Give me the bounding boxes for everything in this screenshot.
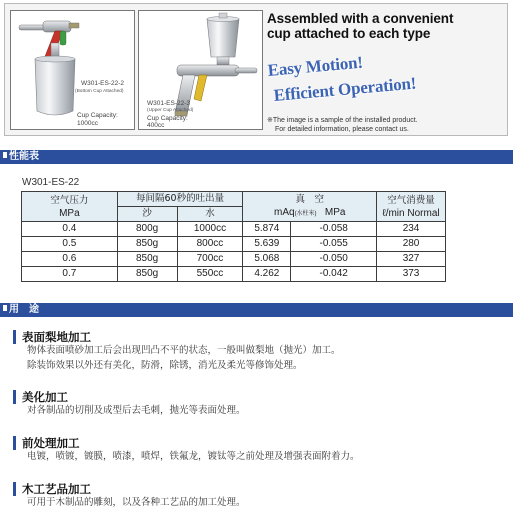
spec-cell-vac-maq: 5.639: [243, 237, 291, 252]
section-marker-icon: [3, 152, 7, 158]
note-line-1: ※The image is a sample of the installed product.: [267, 117, 418, 124]
header-water: 水: [177, 207, 243, 222]
spec-cell-water: 550cc: [177, 267, 243, 282]
cup-capacity-value: 400cc: [147, 122, 165, 129]
spec-cell-vac-mpa: -0.050: [291, 252, 377, 267]
usage-item: [13, 482, 503, 511]
spec-cell-sand: 850g: [117, 252, 177, 267]
banner-headline: [267, 12, 507, 41]
spec-table: [21, 191, 446, 282]
usage-item-title: 前处理加工: [13, 436, 503, 450]
spec-cell-pressure: 0.6: [22, 252, 118, 267]
spec-cell-vac-mpa: -0.058: [291, 222, 377, 237]
spec-cell-pressure: 0.7: [22, 267, 118, 282]
spec-cell-vac-mpa: -0.042: [291, 267, 377, 282]
spec-row: [22, 222, 446, 237]
header-vacuum: 真 空 mAq(水柱米) MPa: [243, 192, 377, 222]
spec-section-header: [0, 150, 513, 164]
slogan-efficient-operation: Efficient Operation!: [272, 73, 417, 105]
spec-cell-water: 700cc: [177, 252, 243, 267]
spec-cell-pressure: 0.4: [22, 222, 118, 237]
cup-capacity-value: 1000cc: [77, 120, 98, 127]
usage-item-desc: 对各制品的切削及成型后去毛刺，抛光等表面处理。: [27, 405, 246, 416]
note-line-2: For detailed information, please contact us.: [275, 126, 409, 133]
spec-cell-air: 373: [377, 267, 446, 282]
spec-cell-water: 1000cc: [177, 222, 243, 237]
spec-row: [22, 252, 446, 267]
banner-note: [267, 116, 507, 134]
usage-item-title: 表面梨地加工: [13, 330, 503, 344]
spec-cell-air: 280: [377, 237, 446, 252]
usage-item-desc: 电镀，喷镀，镀膜，喷漆，喷焊，铁氟龙，镀钛等之前处理及增强表面附着力。: [27, 451, 360, 462]
spec-cell-air: 327: [377, 252, 446, 267]
cup-capacity-label: Cup Capacity:: [147, 115, 188, 122]
spec-cell-air: 234: [377, 222, 446, 237]
spec-cell-sand: 800g: [117, 222, 177, 237]
usage-item-desc: 可用于木制品的雕刻，以及各种工艺品的加工处理。: [27, 497, 246, 508]
product-card-bottom-cup: [10, 10, 135, 130]
usage-section-title: 用 途: [9, 304, 39, 315]
spec-cell-water: 800cc: [177, 237, 243, 252]
spec-cell-vac-maq: 5.874: [243, 222, 291, 237]
header-air-consumption: 空气消费量 ℓ/min Normal: [377, 192, 446, 222]
spec-cell-pressure: 0.5: [22, 237, 118, 252]
spec-header-row: [22, 192, 446, 207]
slogan-easy-motion: Easy Motion!: [266, 52, 364, 80]
spec-row: [22, 237, 446, 252]
product-card-upper-cup: [138, 10, 263, 130]
usage-section-header: [0, 303, 513, 317]
spec-row: [22, 267, 446, 282]
usage-item-desc: 物体表面喷砂加工后会出现凹凸不平的状态，一般叫做梨地（抛光）加工。: [27, 345, 341, 356]
product-banner: [4, 3, 508, 136]
product-model: W301-ES-22-2: [81, 80, 124, 87]
cup-capacity-label: Cup Capacity:: [77, 112, 118, 119]
product-model: W301-ES-22-3: [147, 100, 190, 107]
header-output: 每间隔60秒的吐出量: [117, 192, 243, 207]
spec-cell-vac-maq: 5.068: [243, 252, 291, 267]
usage-item-title: 木工艺品加工: [13, 482, 503, 496]
usage-item: [13, 390, 503, 419]
headline-line-1: Assembled with a convenient: [267, 11, 454, 26]
product-variant: (Upper Cup Attached): [147, 108, 194, 113]
usage-item: [13, 436, 503, 465]
spec-cell-sand: 850g: [117, 267, 177, 282]
headline-line-2: cup attached to each type: [267, 25, 431, 41]
usage-item-title: 美化加工: [13, 390, 503, 404]
header-sand: 沙: [117, 207, 177, 222]
spec-model-label: W301-ES-22: [22, 177, 80, 188]
product-variant: (Bottom Cup Attached): [75, 89, 124, 94]
spec-table-body: [22, 222, 446, 282]
usage-item: [13, 330, 503, 373]
spec-section-title: 性能表: [9, 151, 39, 162]
spec-cell-vac-maq: 4.262: [243, 267, 291, 282]
section-marker-icon: [3, 305, 7, 311]
spec-cell-sand: 850g: [117, 237, 177, 252]
header-pressure: 空气压力 MPa: [22, 192, 118, 222]
usage-item-desc: 除装饰效果以外还有美化，防滑，除锈，消光及柔光等修饰处理。: [27, 359, 303, 371]
spec-cell-vac-mpa: -0.055: [291, 237, 377, 252]
